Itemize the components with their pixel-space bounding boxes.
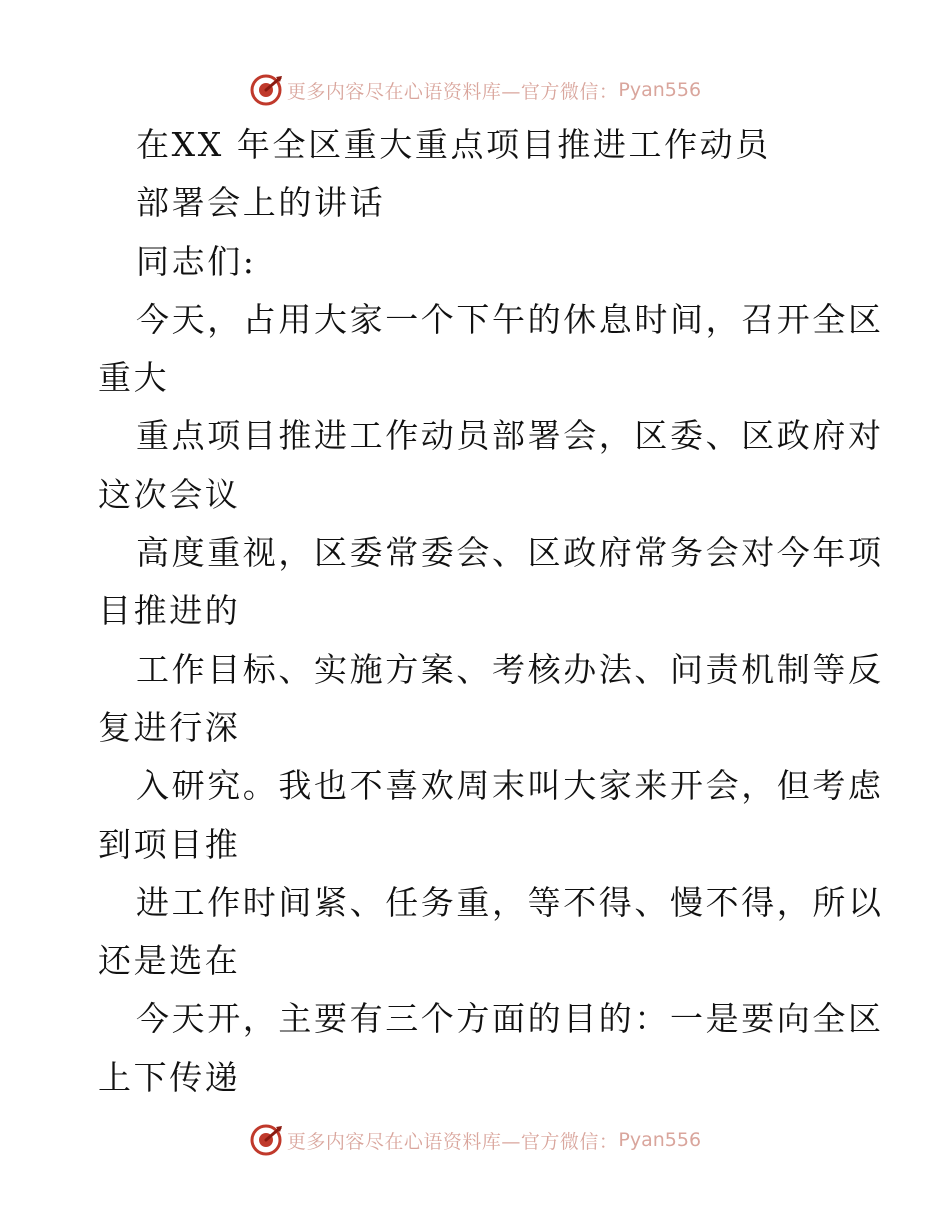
document-body xyxy=(98,116,884,1107)
header-watermark-banner xyxy=(0,70,950,110)
text-line: 复进行深 xyxy=(98,707,241,747)
logo-icon xyxy=(249,1123,283,1157)
text-line: 上下传递 xyxy=(98,1057,241,1097)
text-line: 高度重视，区委常委会、区政府常务会对今年项 xyxy=(136,533,884,573)
text-line: 目推进的 xyxy=(98,591,241,631)
footer-watermark-banner xyxy=(0,1120,950,1160)
text-line: 进工作时间紧、任务重，等不得、慢不得，所以 xyxy=(136,882,884,922)
text-line: 工作目标、实施方案、考核办法、问责机制等反 xyxy=(136,649,884,689)
banner-text: 更多内容尽在心语资料库—官方微信： xyxy=(286,1130,619,1153)
banner-text: 更多内容尽在心语资料库—官方微信： xyxy=(286,80,619,103)
text-line: 同志们: xyxy=(136,241,257,281)
text-line: 还是选在 xyxy=(98,941,241,981)
text-line: 今天开，主要有三个方面的目的：一是要向全区 xyxy=(136,999,884,1039)
banner-wechat-id: Pyan556 xyxy=(618,79,702,101)
logo-icon xyxy=(249,73,283,107)
text-line: 今天，占用大家一个下午的休息时间，召开全区 xyxy=(136,299,884,339)
text-line: 入研究。我也不喜欢周末叫大家来开会，但考虑 xyxy=(136,766,884,806)
text-line: 在XX 年全区重大重点项目推进工作动员 xyxy=(136,125,771,164)
banner-wechat-id: Pyan556 xyxy=(618,1129,702,1151)
text-line: 到项目推 xyxy=(98,824,241,864)
text-line: 这次会议 xyxy=(98,474,241,514)
text-line: 重大 xyxy=(98,358,170,398)
text-line: 重点项目推进工作动员部署会，区委、区政府对 xyxy=(136,416,884,456)
text-line: 部署会上的讲话 xyxy=(136,183,386,223)
